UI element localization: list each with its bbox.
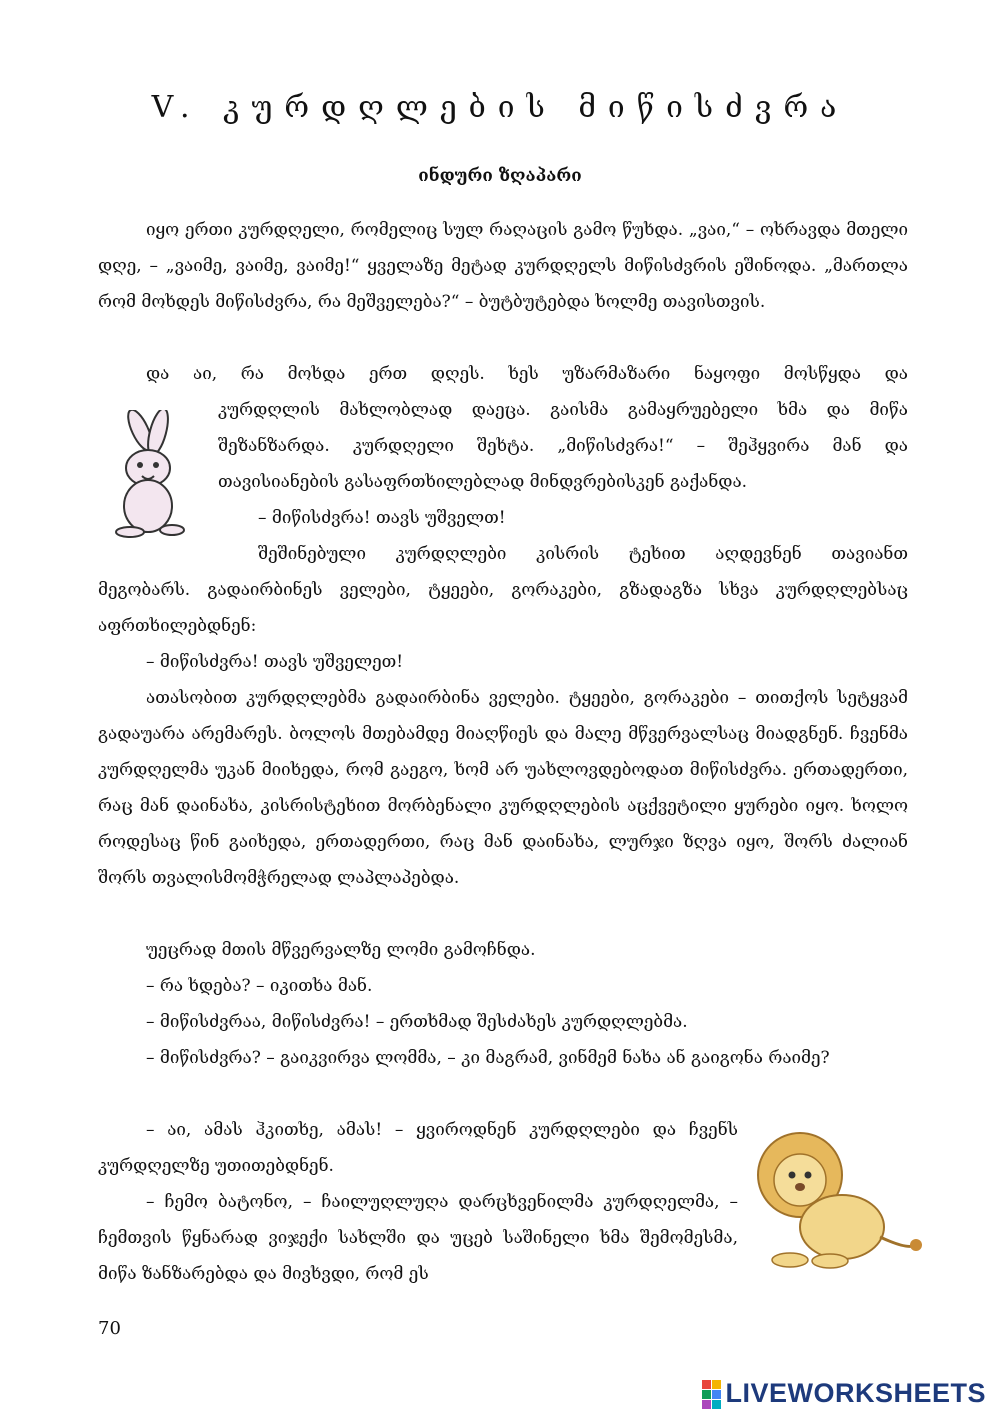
paragraph-1: იყო ერთი კურდღელი, რომელიც სულ რაღაცის გამო წუხდა. „ვაი,“ – ოხრავდა მთელი დღე, – „ვაიმე, ვაიმე, ვაიმე!“ ყველაზე მეტად კურდღელს მიწისძვრის ეშინოდა. „მართლა რომ მოხდეს მიწისძვრა, რა მეშველება?“ – ბუტბუტებდა ხოლმე თავისთვის. [98,220,908,312]
paragraph-8: – რა ხდება? – იკითხა მან. [146,976,373,996]
paragraph-7: უეცრად მთის მწვერვალზე ლომი გამოჩნდა. [146,940,536,960]
paragraph-6: ათასობით კურდღლებმა გადაირბინა ველები. ტყეები, გორაკები – თითქოს სეტყვამ გადაუარა არემარეს. ბოლოს მთებამდე მიაღწიეს და მალე მწვერვალსაც მიადგნენ. ჩვენმა კურდღელმა უკან მიიხედა, რომ გაეგო, ხომ არ უახლოვდებოდათ მიწისძვრა. ერთადერთი, რაც მან დაინახა, კისრისტეხით მორბენალი კურდღლების აცქვეტილი ყურები იყო. ხოლო როდესაც წინ გაიხედა, ერთადერთი, რაც მან დაინახა, ლურჯი ზღვა იყო, შორს ძალიან შორს თვალისმომჭრელად ლაპლაპებდა. [98,688,908,888]
rabbit-illustration [100,410,200,540]
paragraph-12: – ჩემო ბატონო, – ჩაილუღლუღა დარცხვენილმა კურდღელმა, – ჩემთვის წყნარად ვიჯექი სახლში და უცებ საშინელი ხმა შემომესმა, მიწა ზანზარებდა და მივხვდი, რომ ეს [98,1192,738,1284]
paragraph-9: – მიწისძვრაა, მიწისძვრა! – ერთხმად შესძახეს კურდღლებმა. [146,1012,688,1032]
paragraph-5: – მიწისძვრა! თავს უშველეთ! [146,652,404,672]
paragraph-4-rest: მეგობარს. გადაირბინეს ველები, ტყეები, გორაკები, გზადაგზა სხვა კურდღლებსაც აფრთხილებდნენ: [98,580,908,636]
liveworksheets-logo[interactable] [702,1378,986,1409]
liveworksheets-logo-text: LIVEWORKSHEETS [725,1378,986,1408]
lion-illustration [750,1125,930,1275]
liveworksheets-icon [702,1380,721,1409]
paragraph-2-first-line: და აი, რა მოხდა ერთ დღეს. ხეს უზარმაზარი ნაყოფი მოსწყდა და [146,364,908,384]
chapter-title: V. კურდღლების მიწისძვრა [151,90,849,125]
page-number: 70 [98,1318,121,1339]
paragraph-2-rest: კურდღლის მახლობლად დაეცა. გაისმა გამაყრუებელი ხმა და მიწა შეზანზარდა. კურდღელი შეხტა. „მიწისძვრა!“ – შეჰყვირა მან და თავისიანების გასაფრთხილებლად მინდვრებისკენ გაქანდა. [218,400,908,492]
paragraph-10: – მიწისძვრა? – გაიკვირვა ლომმა, – კი მაგრამ, ვინმემ ნახა ან გაიგონა რაიმე? [146,1048,830,1068]
paragraph-4-first-line: შეშინებული კურდღლები კისრის ტეხით აღდევნენ თავიანთ [258,544,908,564]
chapter-subtitle: ინდური ზღაპარი [418,166,582,186]
paragraph-11: – აი, ამას ჰკითხე, ამას! – ყვიროდნენ კურდღლები და ჩვენს კურდღელზე უთითებდნენ. [98,1120,738,1176]
paragraph-3: – მიწისძვრა! თავს უშველთ! [258,508,506,528]
